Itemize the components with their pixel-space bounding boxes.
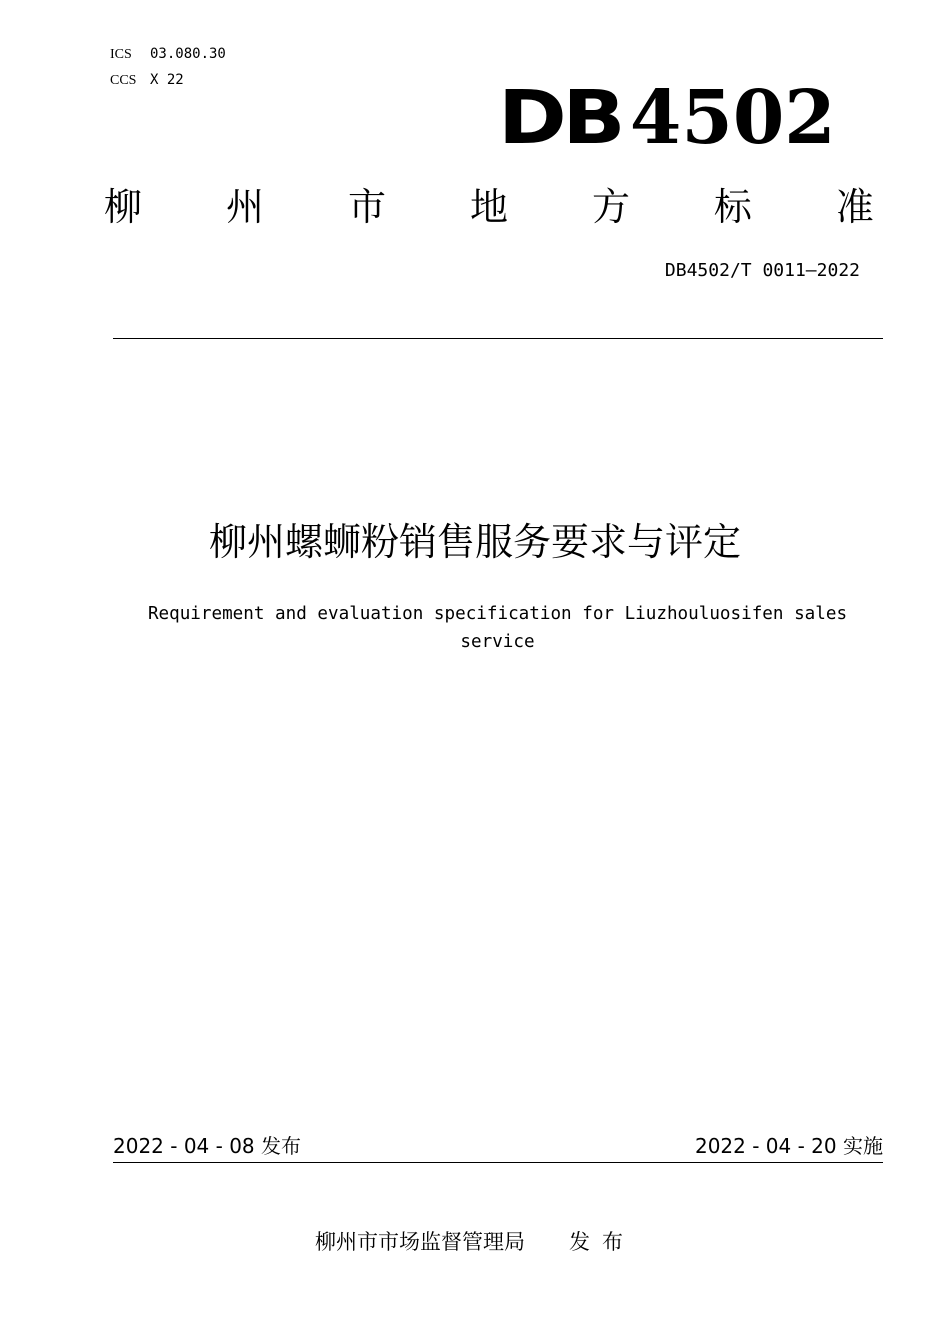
- ics-label: ICS: [110, 47, 132, 62]
- standard-kind-heading: [104, 182, 874, 232]
- document-title-en: Requirement and evaluation specification for Liuzhouluosifen sales service: [147, 604, 848, 652]
- issuer-name: 柳州市市场监督管理局: [315, 1230, 525, 1254]
- ccs-value: X 22: [150, 72, 184, 88]
- implementation-date: 2022 - 04 - 20 实施: [694, 1134, 883, 1158]
- standard-kind-char: 标: [713, 185, 752, 229]
- standard-kind-char: 市: [347, 185, 386, 229]
- standard-number: DB4502/T 0011—2022: [664, 260, 860, 281]
- standard-kind-char: 准: [835, 185, 874, 229]
- db-logo-number: 4502: [629, 75, 836, 161]
- ccs-label: CCS: [110, 73, 137, 88]
- issuer-verb: 发布: [569, 1230, 635, 1254]
- document-title-zh: 柳州螺蛳粉销售服务要求与评定: [208, 520, 741, 564]
- db-logo-prefix: DB: [498, 75, 622, 161]
- issue-date: 2022 - 04 - 08 发布: [113, 1134, 302, 1158]
- standard-kind-char: 州: [225, 185, 264, 229]
- top-divider: [113, 338, 883, 339]
- standard-kind-char: 方: [591, 185, 630, 229]
- bottom-divider: [113, 1162, 883, 1163]
- standard-kind-char: 地: [469, 185, 508, 229]
- standard-kind-char: 柳: [104, 185, 143, 229]
- issuer-line: [0, 1228, 950, 1256]
- ics-value: 03.080.30: [150, 46, 226, 62]
- ccs-code: [110, 72, 184, 89]
- ics-code: [110, 46, 226, 63]
- db-standard-logo: [498, 75, 836, 161]
